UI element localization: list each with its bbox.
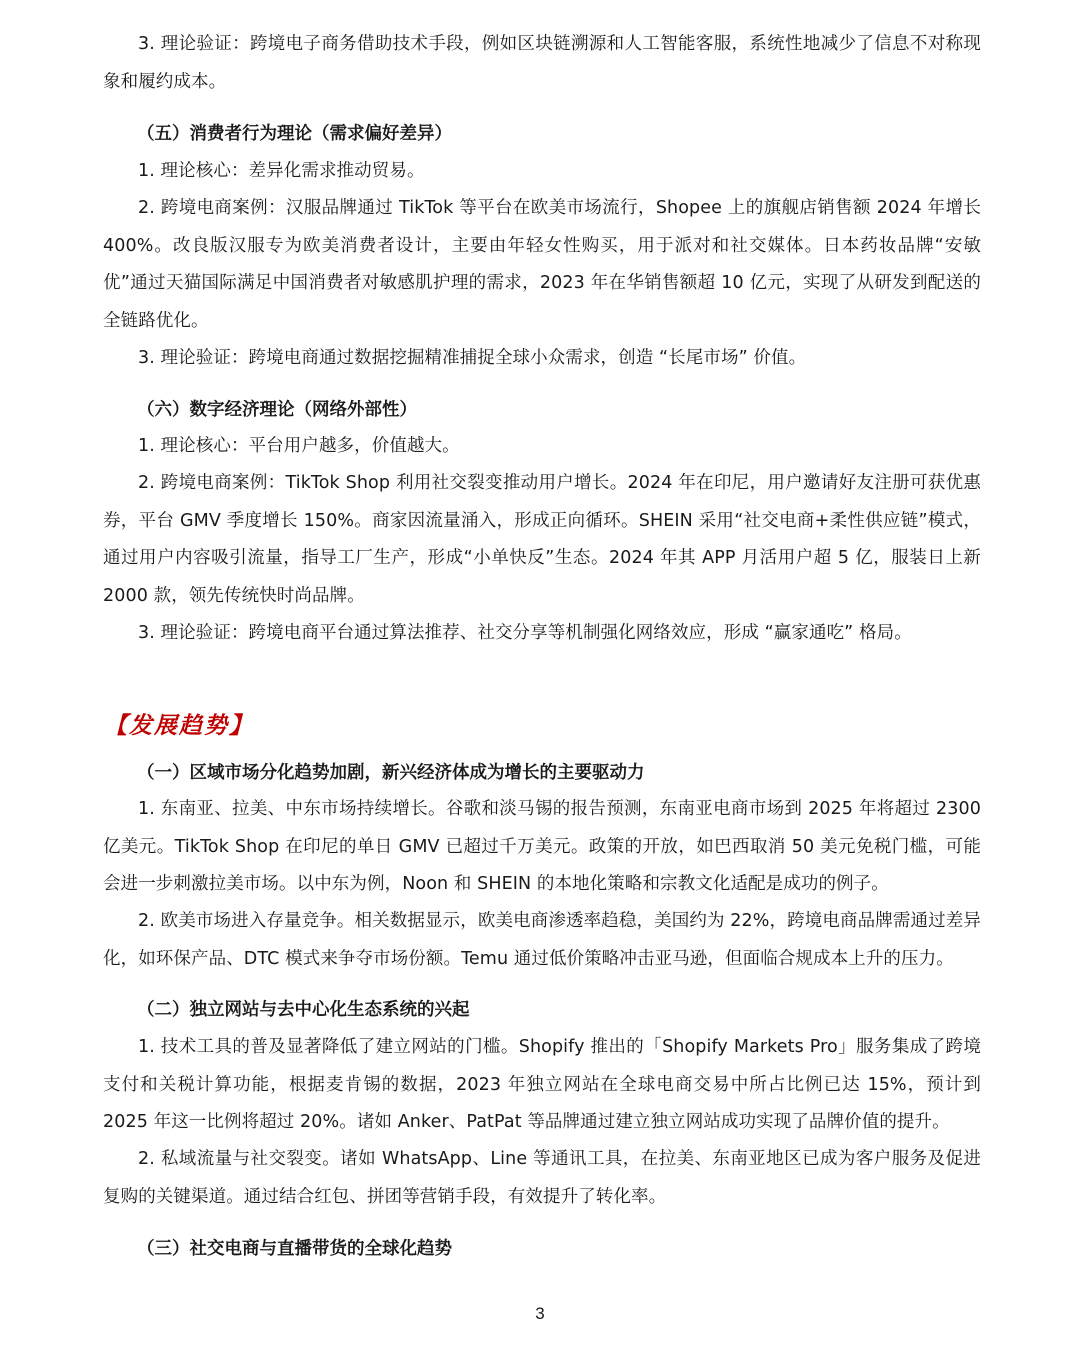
paragraph-text: 2. 欧美市场进入存量竞争。相关数据显示，欧美电商渗透率趋稳，美国约为 22%，跨境电商品牌需通过差异化，如环保产品、DTC 模式来争夺市场份额。Temu 通过低价策略冲击亚马逊，但面临合规成本上升的压力。 [103,911,981,969]
paragraph-case-tiktok-shein [103,465,981,615]
page-number: 3 [535,1304,545,1323]
trend-section-title: 【发展趋势】 [104,712,254,739]
paragraph-text: 2. 跨境电商案例：TikTok Shop 利用社交裂变推动用户增长。2024 年在印尼，用户邀请好友注册可获优惠券，平台 GMV 季度增长 150%。商家因流量涌入，形成正向循环。SHEIN 采用“社交电商+柔性供应链”模式，通过用户内容吸引流量，指导工厂生产，形成“小单快反”生态。2024 年其 APP 月活用户超 5 亿，服装日上新 2000 款，领先传统快时尚品牌。 [103,473,981,606]
paragraph-western-markets [103,903,981,978]
paragraph-case-hanfu [103,190,981,340]
paragraph-tech-tools [103,1029,981,1142]
paragraph-theory-core-6 [103,428,981,466]
paragraph-text: 2. 私域流量与社交裂变。诸如 WhatsApp、Line 等通讯工具，在拉美、东南亚地区已成为客户服务及促进复购的关键渠道。通过结合红包、拼团等营销手段，有效提升了转化率。 [103,1149,981,1207]
paragraph-theory-verification-5 [103,340,981,378]
trend-heading-independent-sites: （二）独立网站与去中心化生态系统的兴起 [137,1000,470,1020]
paragraph-text: 1. 理论核心：差异化需求推动贸易。 [138,161,425,181]
paragraph-text: 3. 理论验证：跨境电子商务借助技术手段，例如区块链溯源和人工智能客服，系统性地减少了信息不对称现象和履约成本。 [103,34,981,92]
paragraph-theory-core-5 [103,153,981,191]
paragraph-text: 3. 理论验证：跨境电商平台通过算法推荐、社交分享等机制强化网络效应，形成 “赢家通吃” 格局。 [138,623,912,643]
paragraph-text: 1. 东南亚、拉美、中东市场持续增长。谷歌和淡马锡的报告预测，东南亚电商市场到 2025 年将超过 2300 亿美元。TikTok Shop 在印尼的单日 GMV 已超过千万美元。政策的开放，如巴西取消 50 美元免税门槛，可能会进一步刺激拉美市场。以中东为例，Noon 和 SHEIN 的本地化策略和宗教文化适配是成功的例子。 [103,799,981,894]
paragraph-theory-verification-3a [103,26,981,101]
paragraph-text: 1. 理论核心：平台用户越多，价值越大。 [138,436,460,456]
trend-heading-regional-markets: （一）区域市场分化趋势加剧，新兴经济体成为增长的主要驱动力 [137,763,645,783]
trend-heading-social-commerce: （三）社交电商与直播带货的全球化趋势 [137,1239,452,1259]
paragraph-emerging-markets [103,791,981,904]
paragraph-theory-verification-6 [103,615,981,653]
section-heading-digital-economy: （六）数字经济理论（网络外部性） [137,400,417,420]
paragraph-text: 1. 技术工具的普及显著降低了建立网站的门槛。Shopify 推出的「Shopify Markets Pro」服务集成了跨境支付和关税计算功能，根据麦肯锡的数据，2023 年独立网站在全球电商交易中所占比例已达 15%，预计到 2025 年这一比例将超过 20%。诸如 Anker、PatPat 等品牌通过建立独立网站成功实现了品牌价值的提升。 [103,1037,981,1132]
paragraph-text: 3. 理论验证：跨境电商通过数据挖掘精准捕捉全球小众需求，创造 “长尾市场” 价值。 [138,348,807,368]
paragraph-text: 2. 跨境电商案例：汉服品牌通过 TikTok 等平台在欧美市场流行，Shopee 上的旗舰店销售额 2024 年增长 400%。改良版汉服专为欧美消费者设计，主要由年轻女性购买，用于派对和社交媒体。日本药妆品牌“安敏优”通过天猫国际满足中国消费者对敏感肌护理的需求，2023 年在华销售额超 10 亿元，实现了从研发到配送的全链路优化。 [103,198,981,331]
paragraph-private-traffic [103,1141,981,1216]
section-heading-consumer-behavior: （五）消费者行为理论（需求偏好差异） [137,124,452,144]
